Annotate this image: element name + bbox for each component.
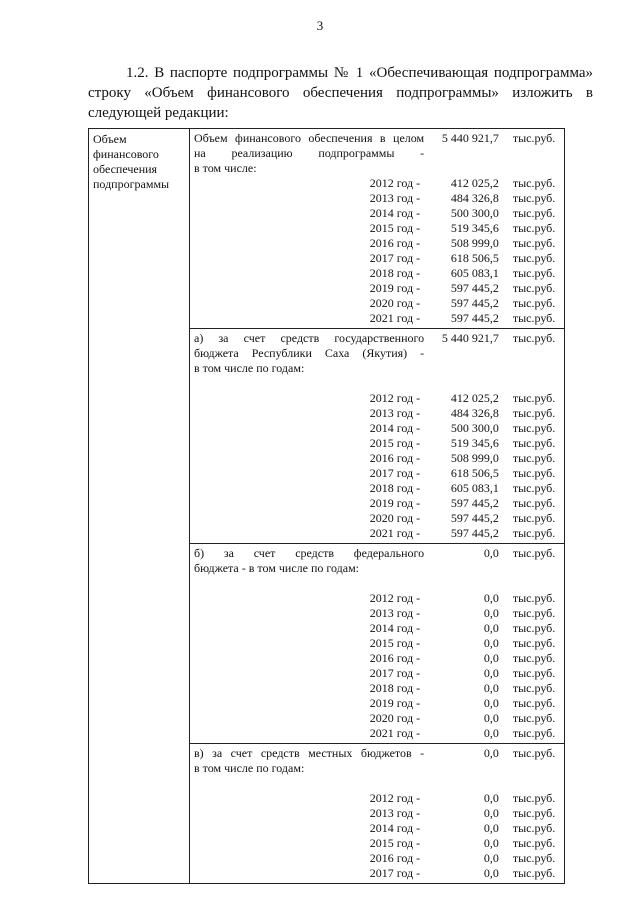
year-row bbox=[194, 191, 564, 206]
year-row bbox=[194, 821, 564, 836]
year-amount: 508 999,0 bbox=[450, 236, 499, 250]
year-row bbox=[194, 806, 564, 821]
year-row bbox=[194, 251, 564, 266]
year-unit: тыс.руб. bbox=[512, 526, 556, 540]
blank bbox=[424, 346, 499, 361]
year-row bbox=[194, 436, 564, 451]
year-label: 2020 год - bbox=[369, 711, 421, 725]
year-unit: тыс.руб. bbox=[512, 836, 556, 850]
year-unit: тыс.руб. bbox=[512, 791, 556, 805]
description-row bbox=[194, 331, 564, 346]
year-unit: тыс.руб. bbox=[512, 851, 556, 865]
year-unit: тыс.руб. bbox=[512, 451, 556, 465]
year-row bbox=[194, 651, 564, 666]
year-row bbox=[194, 466, 564, 481]
year-label: 2013 год - bbox=[369, 606, 421, 620]
description-line: Объем финансового обеспечения в целом bbox=[194, 131, 425, 145]
year-label: 2017 год - bbox=[369, 666, 421, 680]
year-label: 2018 год - bbox=[369, 481, 421, 495]
year-amount: 605 083,1 bbox=[450, 481, 499, 495]
year-amount: 618 506,5 bbox=[450, 466, 499, 480]
year-row bbox=[194, 511, 564, 526]
year-unit: тыс.руб. bbox=[512, 511, 556, 525]
year-unit: тыс.руб. bbox=[512, 496, 556, 510]
total-unit: тыс.руб. bbox=[512, 546, 556, 560]
year-row bbox=[194, 281, 564, 296]
year-amount: 597 445,2 bbox=[450, 296, 499, 310]
blank bbox=[424, 561, 499, 576]
blank bbox=[424, 146, 499, 161]
year-label: 2014 год - bbox=[369, 421, 421, 435]
year-amount: 412 025,2 bbox=[450, 391, 499, 405]
year-row bbox=[194, 451, 564, 466]
year-row bbox=[194, 591, 564, 606]
funding-section bbox=[190, 544, 564, 743]
year-unit: тыс.руб. bbox=[512, 391, 556, 405]
description-line: в том числе по годам: bbox=[194, 761, 305, 775]
intro-line: строку «Объем финансового обеспечения подпрограммы» изложить в bbox=[88, 85, 593, 101]
year-row bbox=[194, 481, 564, 496]
year-row bbox=[194, 621, 564, 636]
year-label: 2014 год - bbox=[369, 621, 421, 635]
funding-section-cell bbox=[190, 544, 565, 744]
description-row bbox=[194, 146, 564, 161]
year-unit: тыс.руб. bbox=[512, 266, 556, 280]
year-unit: тыс.руб. bbox=[512, 726, 556, 740]
year-amount: 0,0 bbox=[483, 681, 499, 695]
year-row bbox=[194, 851, 564, 866]
description-row bbox=[194, 131, 564, 146]
blank bbox=[499, 561, 564, 576]
year-amount: 0,0 bbox=[483, 666, 499, 680]
year-label: 2016 год - bbox=[369, 851, 421, 865]
year-amount: 597 445,2 bbox=[450, 281, 499, 295]
year-unit: тыс.руб. bbox=[512, 651, 556, 665]
year-unit: тыс.руб. bbox=[512, 176, 556, 190]
year-amount: 0,0 bbox=[483, 866, 499, 880]
description-line: бюджета - в том числе по годам: bbox=[194, 561, 360, 575]
year-unit: тыс.руб. bbox=[512, 221, 556, 235]
year-row bbox=[194, 606, 564, 621]
year-amount: 0,0 bbox=[483, 726, 499, 740]
year-label: 2017 год - bbox=[369, 866, 421, 880]
intro-line: 1.2. В паспорте подпрограммы № 1 «Обеспечивающая подпрограмма» bbox=[126, 65, 593, 81]
year-amount: 597 445,2 bbox=[450, 511, 499, 525]
year-amount: 605 083,1 bbox=[450, 266, 499, 280]
year-unit: тыс.руб. bbox=[512, 821, 556, 835]
funding-table bbox=[88, 128, 565, 884]
spacer bbox=[194, 776, 564, 791]
year-unit: тыс.руб. bbox=[512, 296, 556, 310]
spacer bbox=[194, 376, 564, 391]
year-row bbox=[194, 236, 564, 251]
description-row bbox=[194, 761, 564, 776]
year-unit: тыс.руб. bbox=[512, 636, 556, 650]
year-amount: 0,0 bbox=[483, 711, 499, 725]
description-row bbox=[194, 161, 564, 176]
description-row bbox=[194, 546, 564, 561]
total-amount: 0,0 bbox=[483, 746, 499, 760]
year-row bbox=[194, 681, 564, 696]
funding-section bbox=[190, 129, 564, 328]
description-line: в том числе: bbox=[194, 161, 257, 175]
year-amount: 0,0 bbox=[483, 651, 499, 665]
year-row bbox=[194, 311, 564, 326]
table-row bbox=[89, 129, 565, 329]
description-row bbox=[194, 346, 564, 361]
year-unit: тыс.руб. bbox=[512, 406, 556, 420]
year-unit: тыс.руб. bbox=[512, 806, 556, 820]
year-label: 2021 год - bbox=[369, 311, 421, 325]
total-amount: 5 440 921,7 bbox=[441, 131, 499, 145]
year-label: 2013 год - bbox=[369, 806, 421, 820]
year-row bbox=[194, 791, 564, 806]
spacer bbox=[194, 576, 564, 591]
row-label-line: подпрограммы bbox=[93, 177, 170, 191]
year-unit: тыс.руб. bbox=[512, 191, 556, 205]
year-label: 2015 год - bbox=[369, 636, 421, 650]
blank bbox=[499, 361, 564, 376]
year-unit: тыс.руб. bbox=[512, 236, 556, 250]
year-row bbox=[194, 406, 564, 421]
year-amount: 0,0 bbox=[483, 806, 499, 820]
year-amount: 500 300,0 bbox=[450, 206, 499, 220]
total-amount: 0,0 bbox=[483, 546, 499, 560]
year-label: 2021 год - bbox=[369, 726, 421, 740]
year-label: 2013 год - bbox=[369, 191, 421, 205]
year-amount: 0,0 bbox=[483, 791, 499, 805]
year-amount: 0,0 bbox=[483, 591, 499, 605]
blank bbox=[424, 761, 499, 776]
year-unit: тыс.руб. bbox=[512, 206, 556, 220]
year-label: 2018 год - bbox=[369, 266, 421, 280]
year-label: 2014 год - bbox=[369, 206, 421, 220]
year-row bbox=[194, 206, 564, 221]
year-unit: тыс.руб. bbox=[512, 621, 556, 635]
funding-section-cell bbox=[190, 129, 565, 329]
year-row bbox=[194, 866, 564, 881]
year-label: 2016 год - bbox=[369, 236, 421, 250]
year-row bbox=[194, 391, 564, 406]
row-label-cell bbox=[89, 129, 190, 884]
year-amount: 484 326,8 bbox=[450, 406, 499, 420]
year-label: 2019 год - bbox=[369, 496, 421, 510]
year-label: 2015 год - bbox=[369, 836, 421, 850]
row-label-line: финансового bbox=[93, 147, 159, 161]
blank bbox=[499, 346, 564, 361]
year-label: 2012 год - bbox=[369, 176, 421, 190]
blank bbox=[424, 161, 499, 176]
funding-section bbox=[190, 744, 564, 883]
year-amount: 412 025,2 bbox=[450, 176, 499, 190]
year-label: 2015 год - bbox=[369, 436, 421, 450]
blank bbox=[424, 361, 499, 376]
year-unit: тыс.руб. bbox=[512, 481, 556, 495]
year-amount: 0,0 bbox=[483, 851, 499, 865]
year-row bbox=[194, 526, 564, 541]
description-line: б) за счет средств федерального bbox=[194, 546, 425, 560]
year-row bbox=[194, 496, 564, 511]
year-unit: тыс.руб. bbox=[512, 311, 556, 325]
year-amount: 0,0 bbox=[483, 621, 499, 635]
year-unit: тыс.руб. bbox=[512, 696, 556, 710]
blank bbox=[499, 146, 564, 161]
year-label: 2020 год - bbox=[369, 296, 421, 310]
year-unit: тыс.руб. bbox=[512, 281, 556, 295]
year-label: 2016 год - bbox=[369, 651, 421, 665]
year-label: 2015 год - bbox=[369, 221, 421, 235]
description-row bbox=[194, 561, 564, 576]
year-label: 2012 год - bbox=[369, 791, 421, 805]
year-row bbox=[194, 696, 564, 711]
year-amount: 519 345,6 bbox=[450, 221, 499, 235]
total-unit: тыс.руб. bbox=[512, 131, 556, 145]
year-unit: тыс.руб. bbox=[512, 666, 556, 680]
year-label: 2013 год - bbox=[369, 406, 421, 420]
year-amount: 0,0 bbox=[483, 636, 499, 650]
total-unit: тыс.руб. bbox=[512, 331, 556, 345]
description-line: бюджета Республики Саха (Якутия) - bbox=[194, 346, 425, 360]
year-row bbox=[194, 711, 564, 726]
page-number: 3 bbox=[316, 18, 324, 33]
year-row bbox=[194, 176, 564, 191]
year-amount: 0,0 bbox=[483, 821, 499, 835]
funding-section bbox=[190, 329, 564, 543]
year-amount: 618 506,5 bbox=[450, 251, 499, 265]
funding-section-cell bbox=[190, 329, 565, 544]
intro-paragraph bbox=[88, 63, 593, 123]
year-label: 2012 год - bbox=[369, 391, 421, 405]
year-label: 2012 год - bbox=[369, 591, 421, 605]
year-label: 2021 год - bbox=[369, 526, 421, 540]
description-row bbox=[194, 746, 564, 761]
year-label: 2014 год - bbox=[369, 821, 421, 835]
year-label: 2020 год - bbox=[369, 511, 421, 525]
intro-line: следующей редакции: bbox=[88, 105, 229, 121]
year-row bbox=[194, 836, 564, 851]
year-label: 2018 год - bbox=[369, 681, 421, 695]
description-line: в) за счет средств местных бюджетов - bbox=[194, 746, 425, 760]
year-unit: тыс.руб. bbox=[512, 681, 556, 695]
year-row bbox=[194, 221, 564, 236]
year-unit: тыс.руб. bbox=[512, 606, 556, 620]
year-unit: тыс.руб. bbox=[512, 436, 556, 450]
year-row bbox=[194, 421, 564, 436]
year-amount: 0,0 bbox=[483, 696, 499, 710]
year-unit: тыс.руб. bbox=[512, 251, 556, 265]
year-label: 2016 год - bbox=[369, 451, 421, 465]
blank bbox=[499, 761, 564, 776]
year-amount: 484 326,8 bbox=[450, 191, 499, 205]
year-amount: 597 445,2 bbox=[450, 311, 499, 325]
year-amount: 519 345,6 bbox=[450, 436, 499, 450]
description-line: на реализацию подпрограммы - bbox=[194, 146, 425, 160]
year-unit: тыс.руб. bbox=[512, 711, 556, 725]
year-unit: тыс.руб. bbox=[512, 421, 556, 435]
year-label: 2017 год - bbox=[369, 251, 421, 265]
year-unit: тыс.руб. bbox=[512, 591, 556, 605]
description-line: в том числе по годам: bbox=[194, 361, 305, 375]
year-row bbox=[194, 726, 564, 741]
year-amount: 597 445,2 bbox=[450, 526, 499, 540]
total-amount: 5 440 921,7 bbox=[441, 331, 499, 345]
year-amount: 508 999,0 bbox=[450, 451, 499, 465]
year-row bbox=[194, 266, 564, 281]
year-amount: 0,0 bbox=[483, 836, 499, 850]
blank bbox=[499, 161, 564, 176]
year-label: 2019 год - bbox=[369, 281, 421, 295]
year-amount: 0,0 bbox=[483, 606, 499, 620]
description-line: а) за счет средств государственного bbox=[194, 331, 425, 345]
total-unit: тыс.руб. bbox=[512, 746, 556, 760]
year-amount: 597 445,2 bbox=[450, 496, 499, 510]
description-row bbox=[194, 361, 564, 376]
year-unit: тыс.руб. bbox=[512, 866, 556, 880]
funding-section-cell bbox=[190, 744, 565, 884]
row-label-line: Объем bbox=[93, 132, 127, 146]
year-amount: 500 300,0 bbox=[450, 421, 499, 435]
year-label: 2017 год - bbox=[369, 466, 421, 480]
year-row bbox=[194, 666, 564, 681]
row-label-line: обеспечения bbox=[93, 162, 158, 176]
year-unit: тыс.руб. bbox=[512, 466, 556, 480]
year-label: 2019 год - bbox=[369, 696, 421, 710]
year-row bbox=[194, 296, 564, 311]
year-row bbox=[194, 636, 564, 651]
